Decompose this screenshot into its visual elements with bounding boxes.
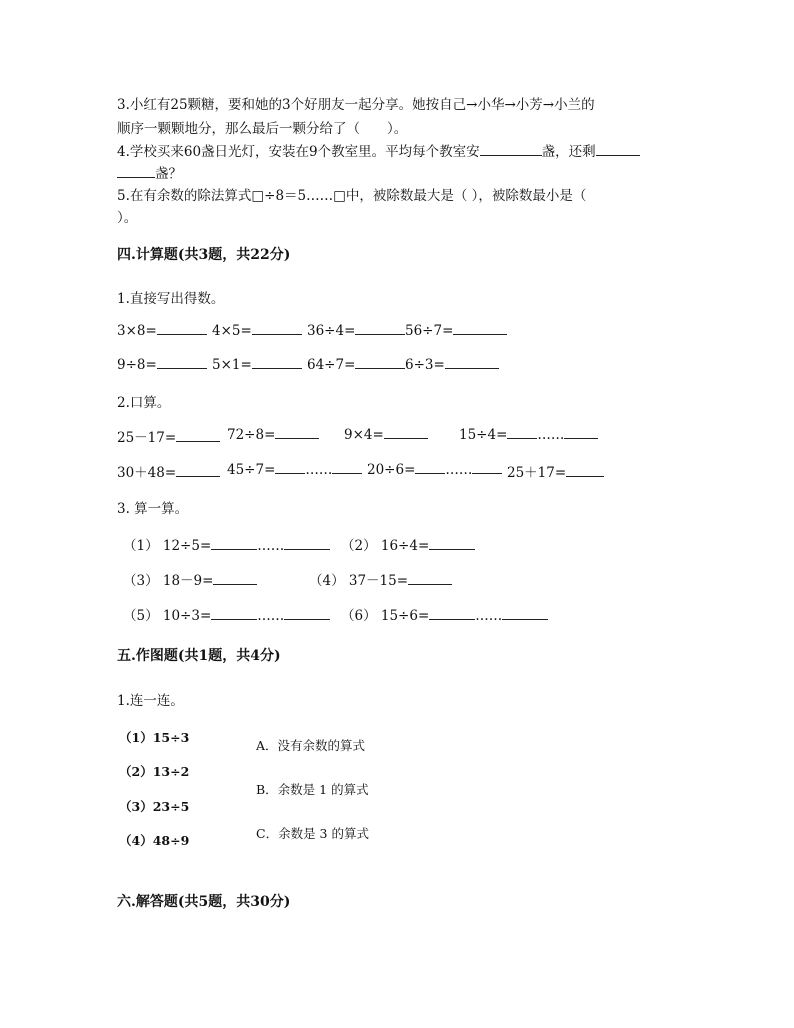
answer-blank[interactable] [252,322,302,335]
q4-text-b: 盏，还剩 [541,144,596,160]
section4-title: 四.计算题(共3题，共22分) [117,247,291,263]
calc-item: 3×8= [117,323,157,339]
calc-item: 30＋48= [117,465,177,481]
section5-title: 五.作图题(共1题，共4分) [117,648,281,664]
answer-blank[interactable] [275,426,319,439]
expression-3[interactable]: （3）23÷5 [119,799,190,814]
remainder-blank[interactable] [472,461,502,474]
answer-blank[interactable] [275,461,305,474]
answer-blank[interactable] [507,426,537,439]
calc-item: 45÷7= [227,462,276,478]
answer-blank[interactable] [429,607,475,620]
s4-q3-title: 3. 算一算。 [117,501,189,517]
s4-q2-title: 2.口算。 [117,395,171,411]
calc-item: 25－17= [117,430,177,446]
dots: …… [537,427,565,443]
dots: …… [475,608,503,624]
q5-line1: 5.在有余数的除法算式□÷8＝5……□中，被除数最大是（ ），被除数最小是（ [117,188,587,204]
calc-item: 25＋17= [507,465,567,481]
s4-q1-row2 [117,356,499,373]
q4-blank-2[interactable] [596,143,640,156]
calc-item: （4） 37－15= [309,573,409,589]
s4-q3-row3 [123,604,548,624]
option-a[interactable]: A．没有余数的算式 [256,738,366,753]
answer-blank[interactable] [211,607,257,620]
calc-item: 72÷8= [227,427,276,443]
q3-line1: 3.小红有25颗糖，要和她的3个好朋友一起分享。她按自己→小华→小芳→小兰的 [117,97,595,113]
dots: …… [257,538,285,554]
answer-blank[interactable] [176,429,220,442]
q4-line2 [117,162,182,182]
calc-item: 9×4= [344,427,384,443]
expression-4[interactable]: （4）48÷9 [119,833,190,848]
calc-item: 15÷4= [459,427,508,443]
calc-item: （2） 16÷4= [341,538,430,554]
calc-item: 5×1= [212,357,252,373]
q3-line2: 顺序一颗颗地分，那么最后一颗分给了（ ）。 [117,121,408,137]
expression-2[interactable]: （2）13÷2 [119,764,190,779]
q4-blank-3[interactable] [117,165,155,178]
answer-blank[interactable] [157,322,207,335]
q5-line2: ）。 [117,210,138,226]
remainder-blank[interactable] [332,461,362,474]
answer-blank[interactable] [384,426,428,439]
answer-blank[interactable] [415,461,445,474]
remainder-blank[interactable] [564,426,598,439]
dots: …… [257,608,285,624]
s4-q2-row2 [117,461,604,481]
q4-text-a: 4.学校买来60盏日光灯，安装在9个教室里。平均每个教室安 [117,144,480,160]
option-c[interactable]: C．余数是 3 的算式 [256,826,369,841]
remainder-blank[interactable] [284,537,330,550]
calc-item: 9÷8= [117,357,157,373]
answer-blank[interactable] [429,537,475,550]
q4-blank-1[interactable] [480,143,542,156]
calc-item: （6） 15÷6= [341,608,430,624]
s4-q3-row1 [123,534,475,554]
q4-line2-text: 盏？ [155,166,182,182]
s4-q2-row1 [117,426,598,446]
answer-blank[interactable] [355,356,405,369]
calc-item: 64÷7= [307,357,356,373]
s4-q3-row2 [123,569,452,589]
calc-item: 6÷3= [405,357,445,373]
calc-item: 20÷6= [367,462,416,478]
answer-blank[interactable] [445,356,499,369]
answer-blank[interactable] [453,322,507,335]
answer-blank[interactable] [355,322,405,335]
s4-q1-title: 1.直接写出得数。 [117,291,225,307]
calc-item: 4×5= [212,323,252,339]
answer-blank[interactable] [211,537,257,550]
calc-item: 56÷7= [405,323,454,339]
calc-item: （3） 18－9= [123,573,214,589]
answer-blank[interactable] [157,356,207,369]
answer-blank[interactable] [566,464,604,477]
calc-item: 36÷4= [307,323,356,339]
q4-line1 [117,140,640,160]
s5-q1-title: 1.连一连。 [117,693,184,709]
remainder-blank[interactable] [284,607,330,620]
calc-item: （1） 12÷5= [123,538,212,554]
calc-item: （5） 10÷3= [123,608,212,624]
answer-blank[interactable] [408,572,452,585]
expression-1[interactable]: （1）15÷3 [119,730,190,745]
answer-blank[interactable] [176,464,220,477]
option-b[interactable]: B．余数是 1 的算式 [256,782,369,797]
s4-q1-row1 [117,322,507,339]
remainder-blank[interactable] [502,607,548,620]
answer-blank[interactable] [213,572,257,585]
section6-title: 六.解答题(共5题，共30分) [117,894,291,910]
dots: …… [445,462,473,478]
answer-blank[interactable] [252,356,302,369]
dots: …… [305,462,333,478]
